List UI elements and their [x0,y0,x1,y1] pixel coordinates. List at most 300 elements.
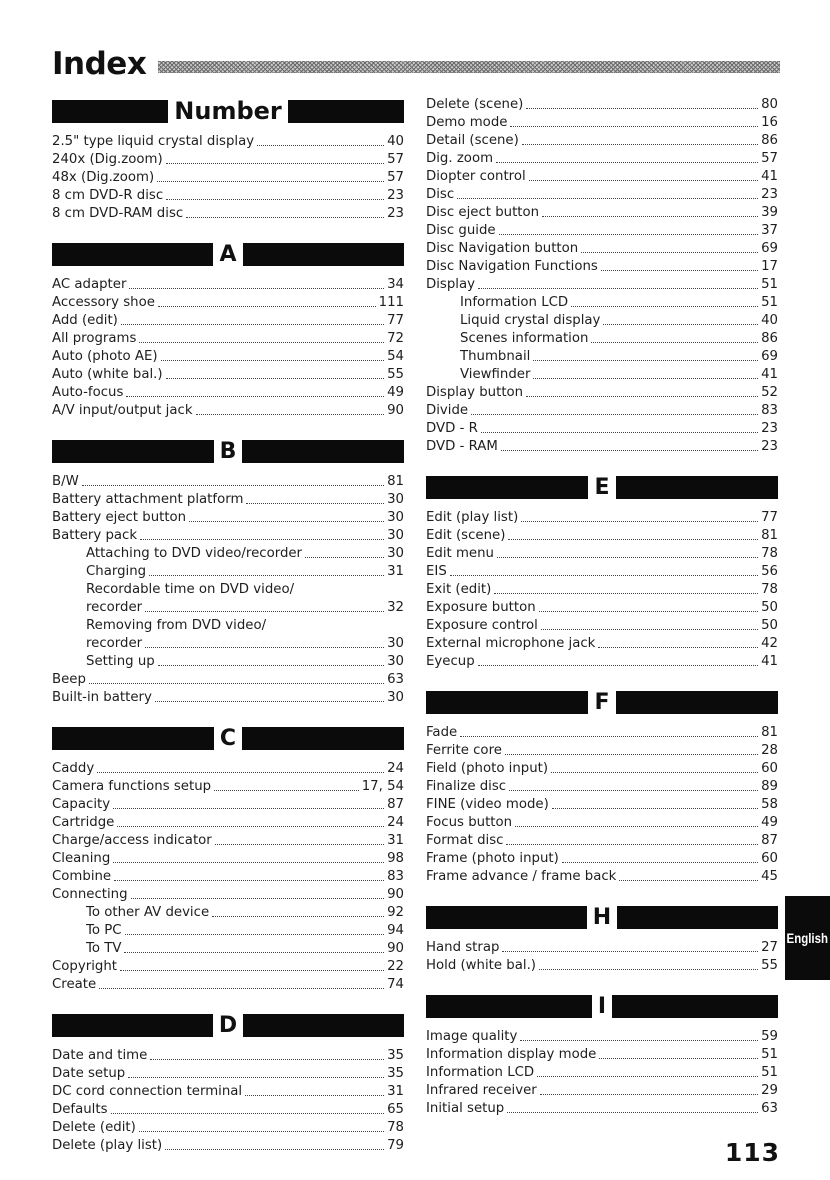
section-letter: Number [174,97,282,125]
dot-leader [542,215,758,217]
header-bar-right [242,440,404,463]
entry-term: Field (photo input) [426,761,549,776]
entry-page: 35 [387,1066,404,1081]
index-entry [52,635,404,653]
section-header [426,995,778,1018]
dot-leader [619,879,758,881]
entry-term: Cartridge [52,815,115,830]
dot-leader [502,950,758,952]
dot-leader [541,628,758,630]
index-entry [52,581,404,599]
dot-leader [562,861,758,863]
entry-term: Delete (edit) [52,1120,136,1135]
entry-page: 77 [387,313,404,328]
index-entry [52,545,404,563]
entry-term: Battery eject button [52,510,187,525]
dot-leader [257,144,384,146]
entry-term: Setting up [86,654,155,669]
entry-term: Battery pack [52,528,138,543]
index-entry [52,402,404,420]
index-entry [52,294,404,312]
dot-leader [117,825,384,827]
entry-page: 58 [761,797,778,812]
entry-term: 2.5" type liquid crystal display [52,134,255,149]
index-entry [52,348,404,366]
index-entry [52,330,404,348]
entry-page: 45 [761,869,778,884]
entry-page: 111 [378,295,404,310]
dot-leader [158,305,376,307]
entry-term: Initial setup [426,1101,505,1116]
entry-term: To PC [86,923,122,938]
entry-term: Infrared receiver [426,1083,537,1098]
dot-leader [591,341,758,343]
index-entry [426,653,778,671]
dot-leader [522,143,758,145]
dot-leader [533,359,758,361]
index-entry [426,96,778,114]
index-entry [52,904,404,922]
index-section [52,243,404,420]
entry-term: Disc Navigation button [426,241,579,256]
dot-leader [155,700,384,702]
index-entry [426,957,778,975]
index-entry [426,168,778,186]
entry-page: 90 [387,887,404,902]
entry-term: Detail (scene) [426,133,519,148]
index-entry [426,742,778,760]
index-section [426,691,778,886]
index-entry [52,653,404,671]
entry-term: Attaching to DVD video/recorder [86,546,303,561]
index-entry [52,312,404,330]
index-section [52,440,404,707]
entry-page: 31 [387,1084,404,1099]
dot-leader [539,610,758,612]
entry-page: 32 [387,600,404,615]
index-entry [52,886,404,904]
dot-leader [150,1058,384,1060]
index-entry [52,940,404,958]
index-entry [52,384,404,402]
index-entry [52,599,404,617]
index-entry [426,438,778,456]
entry-term: Delete (scene) [426,97,524,112]
entry-page: 89 [761,779,778,794]
index-entry [426,635,778,653]
index-entry [52,796,404,814]
entry-page: 86 [761,133,778,148]
dot-leader [114,879,384,881]
index-entry [426,850,778,868]
index-entry [52,976,404,994]
entry-term: Dig. zoom [426,151,494,166]
entry-page: 23 [761,187,778,202]
entry-page: 37 [761,223,778,238]
entry-page: 42 [761,636,778,651]
entry-term: Accessory shoe [52,295,155,310]
entry-page: 30 [387,528,404,543]
entry-term: Fade [426,725,458,740]
dot-leader [526,107,758,109]
dot-leader [157,180,384,182]
header-bar-left [426,906,587,929]
header-bar-left [52,1014,213,1037]
index-section [52,727,404,994]
entry-term: Frame advance / frame back [426,869,617,884]
page-title: Index [52,46,147,82]
entry-term: Cleaning [52,851,111,866]
section-letter: D [218,1013,238,1038]
dot-leader [111,1112,385,1114]
entry-term: Caddy [52,761,95,776]
dot-leader [537,1075,758,1077]
dot-leader [471,413,758,415]
entry-term: DC cord connection terminal [52,1084,243,1099]
header-bar-right [617,906,778,929]
index-entry [52,922,404,940]
index-entry [52,366,404,384]
index-entry [426,132,778,150]
index-column-left [52,96,404,1175]
entry-term: Exposure button [426,600,536,615]
entry-term: Charge/access indicator [52,833,212,848]
index-entry [52,527,404,545]
index-section [426,906,778,975]
index-entry [426,509,778,527]
index-entry [426,545,778,563]
dot-leader [450,574,758,576]
entry-page: 55 [387,367,404,382]
entry-page: 17 [761,259,778,274]
entry-page: 60 [761,761,778,776]
dot-leader [478,664,758,666]
dot-leader [124,951,384,953]
entry-page: 92 [387,905,404,920]
entry-term: Exit (edit) [426,582,492,597]
entry-term: AC adapter [52,277,127,292]
entry-term: Recordable time on DVD video/ [86,582,295,597]
index-entry [426,868,778,886]
entry-page: 51 [761,1065,778,1080]
entry-term: Charging [86,564,147,579]
dot-leader [215,843,384,845]
index-entry [426,778,778,796]
entry-page: 72 [387,331,404,346]
dot-leader [599,1057,758,1059]
index-entry [426,366,778,384]
dot-leader [501,449,758,451]
section-header [426,906,778,929]
dot-leader [540,1093,758,1095]
entry-term: Date and time [52,1048,148,1063]
dot-leader [506,843,758,845]
dot-leader [89,682,384,684]
index-entry [426,150,778,168]
index-entry [52,133,404,151]
index-entry [426,617,778,635]
index-entry [426,527,778,545]
entry-page: 34 [387,277,404,292]
entry-page: 39 [761,205,778,220]
index-entry [426,599,778,617]
dot-leader [165,1148,384,1150]
index-entry [52,778,404,796]
language-tab-label: English [786,930,829,946]
dot-leader [603,323,758,325]
dot-leader [126,395,384,397]
entry-page: 22 [387,959,404,974]
page-header [52,44,780,84]
index-entry [426,222,778,240]
header-bar-right [616,476,778,499]
index-entry [426,563,778,581]
dot-leader [529,179,758,181]
header-bar-left [52,243,213,266]
index-entry [52,850,404,868]
index-entry [52,958,404,976]
dot-leader [129,287,384,289]
title-rule [158,61,780,73]
dot-leader [214,789,359,791]
entry-page: 69 [761,349,778,364]
dot-leader [113,861,384,863]
entry-term: Frame (photo input) [426,851,559,866]
index-entry [426,348,778,366]
entry-term: B/W [52,474,79,489]
entry-page: 29 [761,1083,778,1098]
dot-leader [305,556,384,558]
entry-term: All programs [52,331,137,346]
entry-term: Display [426,277,476,292]
dot-leader [189,520,384,522]
dot-leader [496,161,758,163]
entry-page: 55 [761,958,778,973]
entry-term: 8 cm DVD-R disc [52,188,164,203]
dot-leader [125,933,385,935]
index-entry [426,384,778,402]
dot-leader [196,413,385,415]
header-bar-right [243,1014,404,1037]
index-entry [426,796,778,814]
dot-leader [149,574,384,576]
index-entry [52,1137,404,1155]
index-entry [426,724,778,742]
entry-term: Hand strap [426,940,500,955]
entry-term: FINE (video mode) [426,797,549,812]
dot-leader [158,664,384,666]
entry-term: Exposure control [426,618,538,633]
dot-leader [120,969,384,971]
entry-term: Add (edit) [52,313,118,328]
header-bar-left [426,691,588,714]
dot-leader [186,216,384,218]
entry-page: 81 [387,474,404,489]
dot-leader [113,807,384,809]
entry-term: Diopter control [426,169,526,184]
index-entry [52,671,404,689]
entry-term: Display button [426,385,524,400]
entry-term: Disc Navigation Functions [426,259,598,274]
entry-term: Auto (photo AE) [52,349,158,364]
index-entry [52,491,404,509]
dot-leader [601,269,758,271]
entry-term: Focus button [426,815,513,830]
entry-page: 30 [387,510,404,525]
header-bar-right [288,100,404,123]
entry-term: Built-in battery [52,690,152,705]
page-number: 113 [724,1138,780,1167]
entry-term: A/V input/output jack [52,403,193,418]
entry-page: 31 [387,833,404,848]
index-entry [426,330,778,348]
header-bar-right [242,727,404,750]
entry-page: 41 [761,367,778,382]
entry-page: 35 [387,1048,404,1063]
dot-leader [581,251,758,253]
index-entry [426,1082,778,1100]
dot-leader [460,735,758,737]
entry-term: To TV [86,941,122,956]
entry-page: 78 [761,546,778,561]
header-bar-left [426,995,592,1018]
entry-page: 98 [387,851,404,866]
dot-leader [598,646,758,648]
entry-page: 30 [387,546,404,561]
index-entry [52,151,404,169]
index-entry [52,1119,404,1137]
dot-leader [509,789,758,791]
dot-leader [121,323,384,325]
entry-page: 87 [761,833,778,848]
index-entry [426,814,778,832]
entry-page: 50 [761,600,778,615]
entry-term: Disc [426,187,455,202]
entry-page: 78 [761,582,778,597]
header-bar-left [52,727,214,750]
entry-page: 63 [761,1101,778,1116]
index-entry [52,509,404,527]
index-column-right [426,96,778,1138]
entry-page: 17, 54 [361,779,404,794]
entry-term: Finalize disc [426,779,507,794]
entry-page: 24 [387,815,404,830]
entry-page: 51 [761,1047,778,1062]
header-bar-right [612,995,778,1018]
entry-page: 24 [387,761,404,776]
dot-leader [539,968,758,970]
dot-leader [505,753,758,755]
entry-term: 240x (Dig.zoom) [52,152,163,167]
header-bar-right [616,691,778,714]
index-entry [426,294,778,312]
index-entry [426,204,778,222]
index-entry [52,832,404,850]
entry-term: Disc guide [426,223,496,238]
entry-page: 54 [387,349,404,364]
entry-page: 51 [761,277,778,292]
index-section [52,97,404,223]
entry-term: Capacity [52,797,111,812]
entry-page: 41 [761,654,778,669]
entry-term: Ferrite core [426,743,502,758]
entry-term: Scenes information [460,331,589,346]
entry-page: 52 [761,385,778,400]
entry-term: Defaults [52,1102,108,1117]
entry-term: Eyecup [426,654,475,669]
dot-leader [508,538,758,540]
index-entry [426,1046,778,1064]
dot-leader [457,197,758,199]
entry-term: EIS [426,564,447,579]
dot-leader [526,395,758,397]
index-entry [52,473,404,491]
index-section [52,1014,404,1155]
entry-page: 90 [387,941,404,956]
header-bar-left [52,100,168,123]
entry-term: Delete (play list) [52,1138,163,1153]
index-entry [426,1100,778,1118]
entry-term: Removing from DVD video/ [86,618,267,633]
entry-term: Demo mode [426,115,508,130]
section-header [52,243,404,266]
dot-leader [139,1130,384,1132]
index-entry [52,814,404,832]
dot-leader [499,233,758,235]
index-entry [426,240,778,258]
entry-page: 83 [387,869,404,884]
entry-page: 94 [387,923,404,938]
entry-page: 59 [761,1029,778,1044]
entry-page: 81 [761,725,778,740]
entry-page: 79 [387,1138,404,1153]
entry-term: Beep [52,672,86,687]
entry-term: Edit (play list) [426,510,519,525]
entry-term: recorder [86,636,143,651]
entry-term: Auto (white bal.) [52,367,163,382]
index-entry [52,563,404,581]
section-header [426,476,778,499]
entry-page: 81 [761,528,778,543]
section-header [426,691,778,714]
entry-page: 30 [387,492,404,507]
dot-leader [533,377,758,379]
section-letter: I [597,994,607,1019]
header-bar-right [243,243,404,266]
index-entry [426,276,778,294]
entry-page: 65 [387,1102,404,1117]
index-entry [52,187,404,205]
entry-page: 78 [387,1120,404,1135]
entry-term: Connecting [52,887,128,902]
dot-leader [478,287,758,289]
dot-leader [520,1039,758,1041]
header-bar-left [52,440,214,463]
entry-term: Camera functions setup [52,779,212,794]
dot-leader [497,556,758,558]
section-header [52,1014,404,1037]
dot-leader [494,592,758,594]
index-section [426,476,778,671]
entry-term: Information LCD [460,295,569,310]
entry-page: 60 [761,851,778,866]
dot-leader [131,897,385,899]
entry-page: 63 [387,672,404,687]
index-entry [52,1083,404,1101]
entry-page: 74 [387,977,404,992]
entry-page: 30 [387,654,404,669]
dot-leader [140,538,384,540]
